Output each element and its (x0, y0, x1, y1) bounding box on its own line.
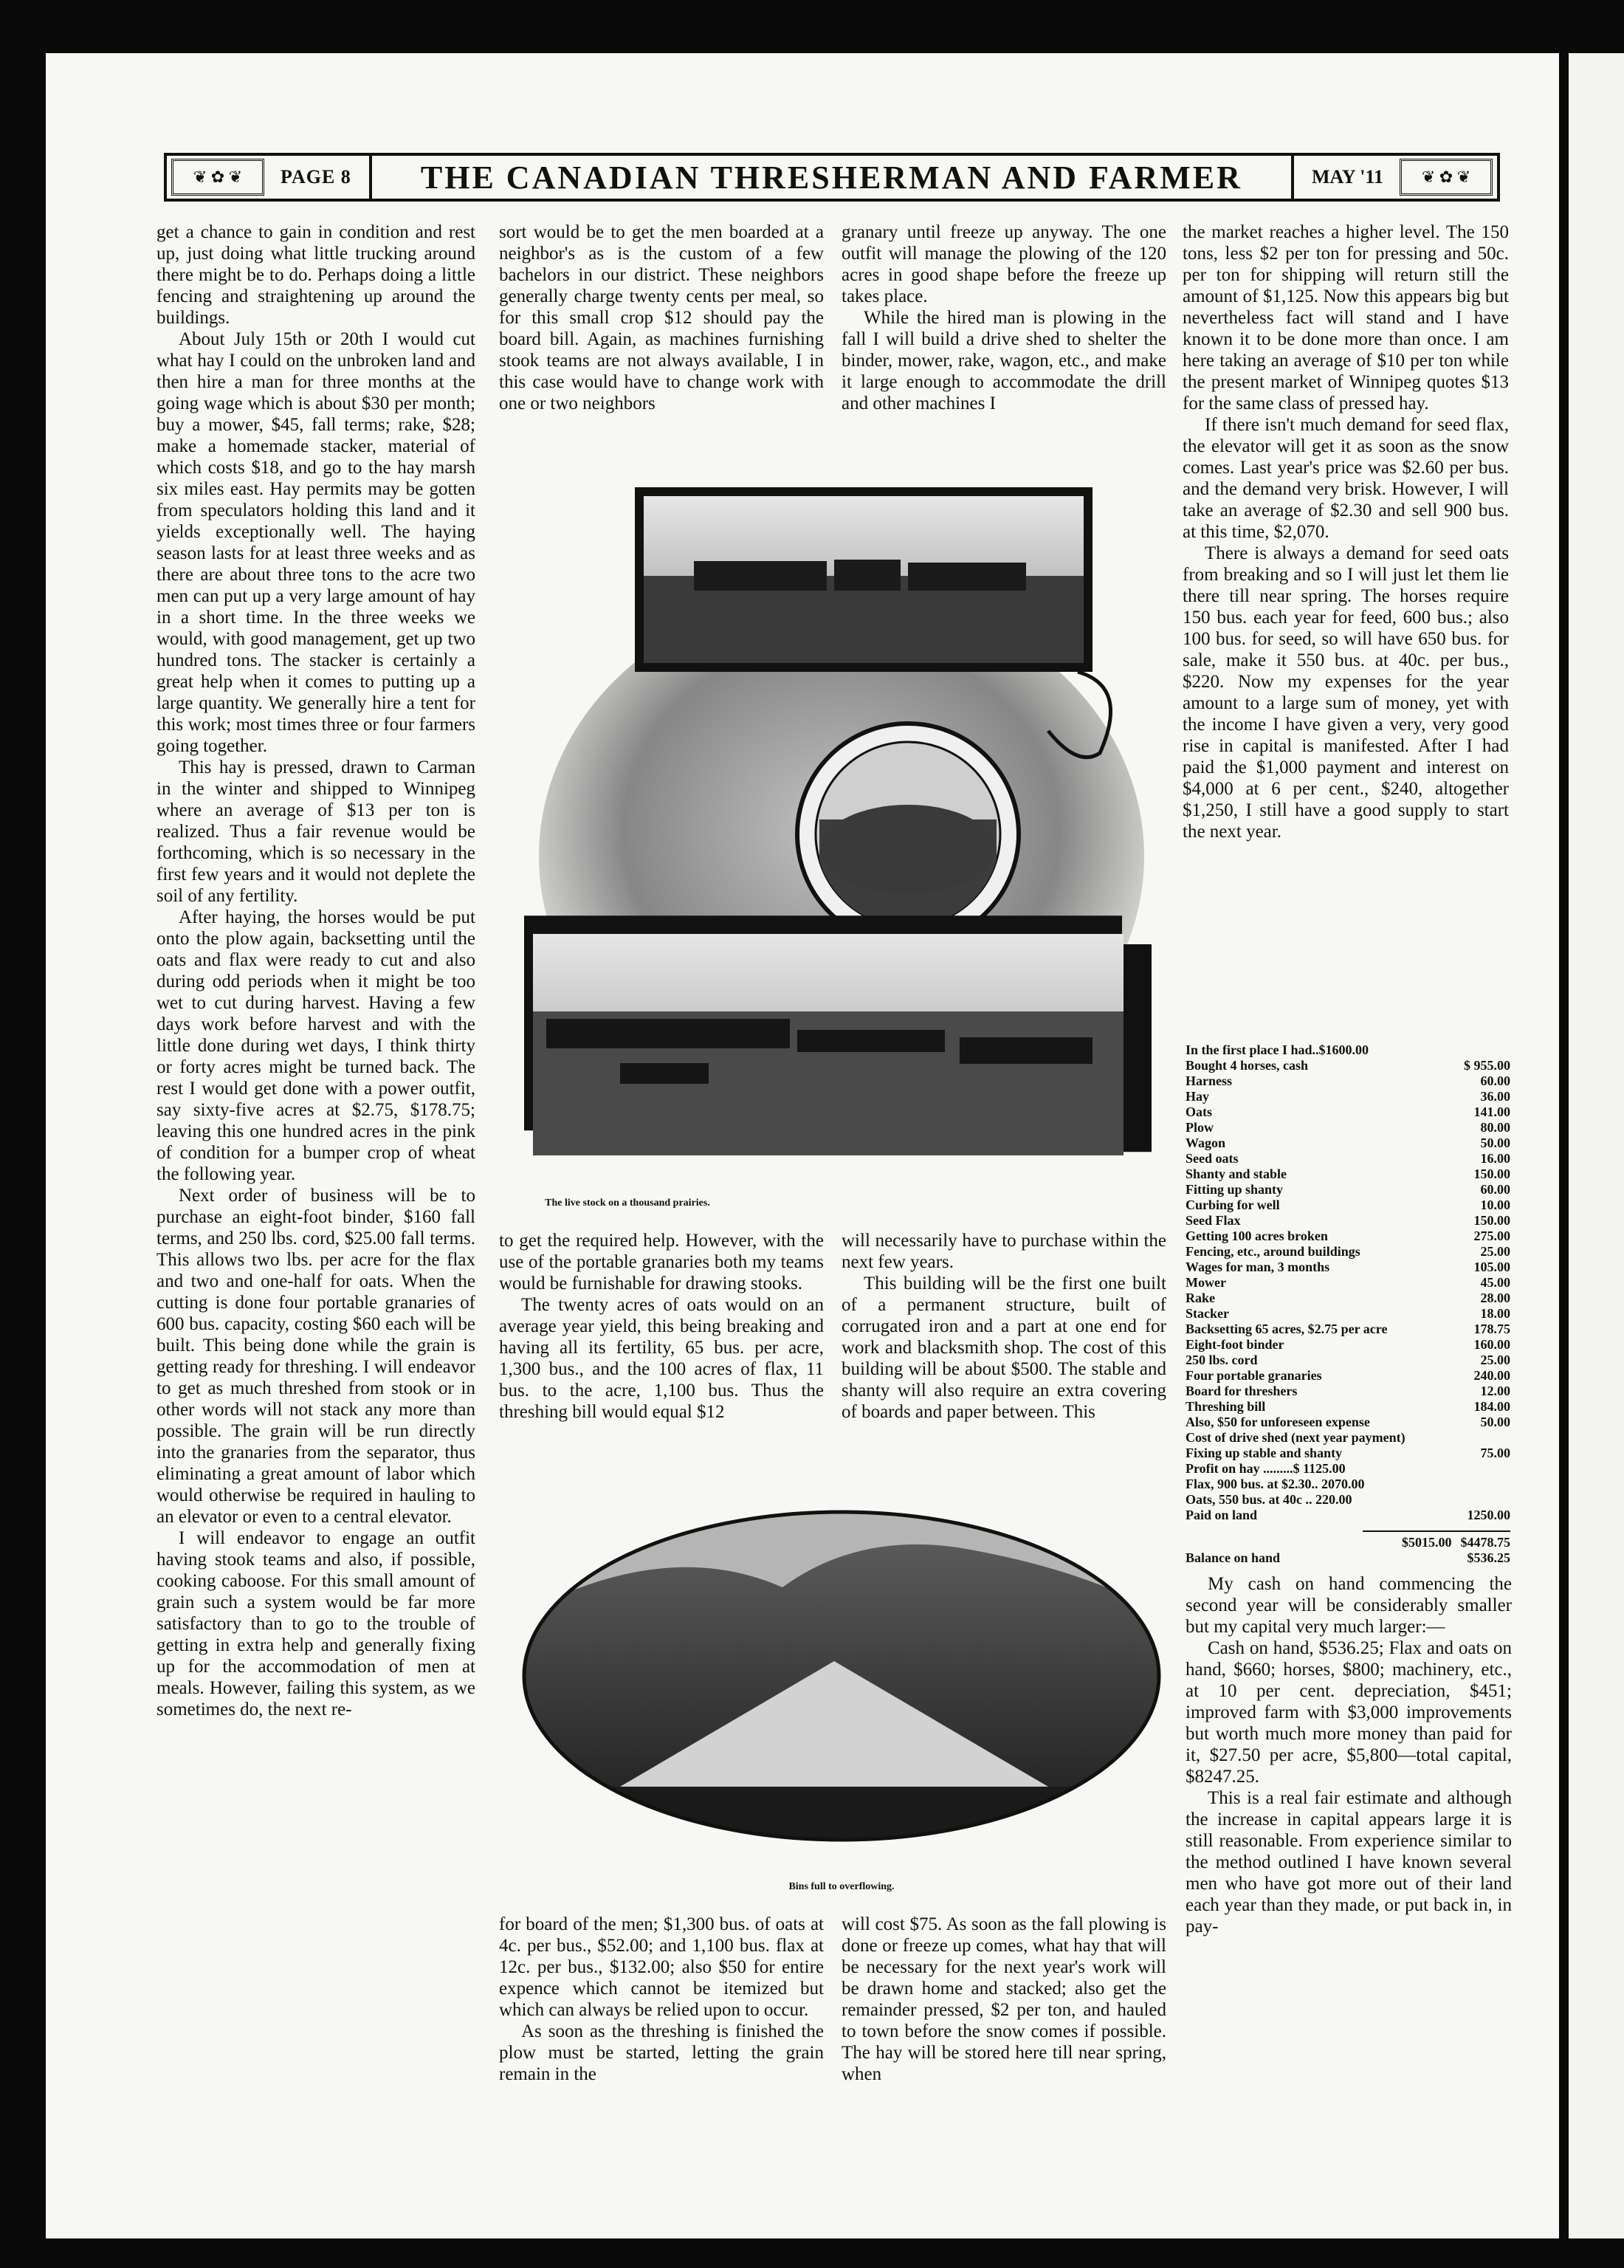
expense-ledger (1186, 1042, 1512, 1937)
ledger-item-amount: 75.00 (1480, 1446, 1510, 1460)
paragraph: I will endeavor to engage an outfit having stook teams and also, if possible, cooking caboose. For this small amount of grain such a system would be far more satisfactory than to go to the trouble of getting in extra help and generally fixing up for the accommodation of men at meals. However, failing this system, as we sometimes do, the next re- (156, 1528, 475, 1719)
ledger-item-amount: 150.00 (1473, 1213, 1510, 1228)
ledger-intro: In the first place I had..$1600.00 (1186, 1042, 1369, 1057)
ledger-item-label: 250 lbs. cord (1186, 1353, 1258, 1367)
column-3-middle (842, 1230, 1166, 1423)
paragraph: If there isn't much demand for seed flax, the elevator will get it as soon as the snow comes. Last year's price was $2.60 per bus. and the demand very brisk. However, I will take an average of $2.30 and sell 900 bus. at this time, $2,070. (1183, 415, 1509, 542)
ledger-row (1186, 1058, 1510, 1073)
ledger-item-label: Curbing for well (1186, 1197, 1280, 1212)
paragraph: Next order of business will be to purchase an eight-foot binder, $160 fall terms, and 250 lbs. cord, $25.00 fall terms. This allows two lbs. per acre for the flax and two and one-half for oats. When the cutting is done four portable granaries of 600 bus. capacity, costing $60 each will be built. This being done while the grain is getting ready for threshing. I will endeavor to get as much threshed from stook or in other words will not stack any more than possible. The grain will be run directly into the granaries from the separator, thus eliminating a great amount of labor which would otherwise be required in hauling to an elevator or even to a central elevator. (156, 1186, 475, 1527)
ledger-row (1186, 1461, 1510, 1477)
ledger-item-amount: 80.00 (1480, 1120, 1510, 1135)
ledger-item-label: Stacker (1186, 1306, 1229, 1321)
ledger-row (1186, 1353, 1510, 1368)
ledger-item-amount: $ 955.00 (1464, 1058, 1510, 1073)
paragraph: to get the required help. However, with the use of the portable granaries both my teams would be furnishable for drawing stooks. (499, 1231, 824, 1293)
ledger-item-amount (1451, 1430, 1510, 1446)
ledger-row (1186, 1197, 1510, 1213)
ledger-item-amount (1451, 1492, 1510, 1508)
bins-photo (517, 1506, 1166, 1846)
total-expense: $4478.75 (1460, 1535, 1510, 1550)
ledger-row (1186, 1104, 1510, 1120)
ledger-item-label: Profit on hay .........$ 1125.00 (1186, 1461, 1346, 1476)
livestock-caption: The live stock on a thousand prairies. (545, 1197, 710, 1209)
ledger-item-label: Seed oats (1186, 1151, 1239, 1166)
ledger-item-label: Wages for man, 3 months (1186, 1260, 1330, 1274)
ledger-row (1186, 1291, 1510, 1306)
ledger-item-amount: 45.00 (1480, 1275, 1510, 1290)
ledger-row (1186, 1151, 1510, 1166)
ledger-row (1186, 1120, 1510, 1135)
paragraph: the market reaches a higher level. The 150 tons, less $2 per ton for pressing and 50c. per ton for shipping will return still the amount of $1,125. Now this appears big but nevertheless fact will stand and I have known it to be done more than once. I am here taking an average of $10 per ton while the present market of Winnipeg quotes $13 for the same class of pressed hay. (1183, 222, 1509, 413)
paragraph: While the hired man is plowing in the fall I will build a drive shed to shelter the binder, mower, rake, wagon, etc., and make it large enough to accommodate the drill and other machines I (842, 308, 1166, 413)
ledger-item-amount: 141.00 (1473, 1104, 1510, 1119)
column-4 (1183, 221, 1509, 842)
paragraph: My cash on hand commencing the second year will be considerably smaller but my capital very much larger:— (1186, 1574, 1512, 1637)
ledger-item-amount: 25.00 (1480, 1244, 1510, 1259)
sheep-flock (821, 805, 995, 893)
ledger-row (1186, 1322, 1510, 1337)
ledger-totals (1363, 1530, 1510, 1550)
ledger-row (1186, 1166, 1510, 1182)
ledger-item-amount: 1250.00 (1467, 1508, 1510, 1522)
paragraph: Cash on hand, $536.25; Flax and oats on hand, $660; horses, $800; machinery, etc., at 10 per cent. depreciation, $451; improved farm with $3,000 improvements but worth much more money than paid for it, $27.50 per acre, $5,800—total capital, $8247.25. (1186, 1638, 1512, 1787)
ledger-row (1186, 1244, 1510, 1260)
ledger-row (1186, 1337, 1510, 1353)
ledger-item-label: Cost of drive shed (next year payment) (1186, 1430, 1405, 1445)
ledger-item-amount: 60.00 (1480, 1073, 1510, 1088)
ledger-row (1186, 1368, 1510, 1384)
ledger-item-amount: 275.00 (1473, 1228, 1510, 1243)
ledger-item-label: Fitting up shanty (1186, 1182, 1284, 1197)
ledger-item-label: Backsetting 65 acres, $2.75 per acre (1186, 1322, 1388, 1336)
balance-amount: $536.25 (1467, 1550, 1510, 1565)
paragraph: After haying, the horses would be put onto the plow again, backsetting until the oats and flax were ready to cut and also during odd periods when it might be too wet to cut during harvest. Having a few days work before harvest and with the little done during wet days, I think thirty or forty acres might be turned back. The rest I would get done with a power outfit, say sixty-five acres at $2.75, $178.75; leaving this one hundred acres in the pink of condition for a bumper crop of wheat the following year. (156, 907, 475, 1184)
paragraph: This hay is pressed, drawn to Carman in the winter and shipped to Winnipeg where an average of $13 per ton is realized. Thus a fair revenue would be forthcoming, which is so necessary in the first few years and it would not deplete the soil of any fertility. (156, 757, 475, 906)
ledger-row (1186, 1508, 1510, 1523)
masthead-title: THE CANADIAN THRESHERMAN AND FARMER (369, 156, 1294, 199)
ledger-item-amount: 18.00 (1480, 1306, 1510, 1321)
paragraph: sort would be to get the men boarded at a neighbor's as is the custom of a few bachelors in our district. These neighbors generally charge twenty cents per meal, so for this small crop $12 should pay the board bill. Again, as machines furnishing stook teams are not always available, I in this case would have to change work with one or two neighbors (499, 222, 824, 413)
ledger-row (1186, 1306, 1510, 1322)
ledger-item-label: Rake (1186, 1291, 1215, 1305)
ledger-item-label: Mower (1186, 1275, 1226, 1290)
column-2-middle (499, 1230, 824, 1423)
ledger-row (1186, 1477, 1510, 1492)
ledger-row (1186, 1135, 1510, 1151)
paragraph: for board of the men; $1,300 bus. of oats at 4c. per bus., $52.00; and 1,100 bus. flax at 12c. per bus., $132.00; also $50 for entire expence which cannot be itemized but which can always be relied upon to occur. (499, 1914, 824, 2020)
ledger-row (1186, 1399, 1510, 1415)
paragraph: This is a real fair estimate and although the increase in capital appears large it is still reasonable. From experience similar to the method outlined I have known several men who have got more out of their land each year than they made, or put back in, in pay- (1186, 1788, 1512, 1937)
ledger-item-amount: 16.00 (1480, 1151, 1510, 1166)
paragraph: will cost $75. As soon as the fall plowing is done or freeze up comes, what hay that will be necessary for the next year's work will be drawn home and stacked; also get the remainder pressed, $2 per ton, and hauled to town before the snow comes if possible. The hay will be stored here till near spring, when (842, 1914, 1166, 2084)
ledger-item-amount: 178.75 (1473, 1322, 1510, 1336)
ledger-item-label: Also, $50 for unforeseen expense (1186, 1415, 1370, 1429)
ledger-item-amount: 160.00 (1473, 1337, 1510, 1352)
paragraph: get a chance to gain in condition and rest up, just doing what little trucking around there might be to do. Perhaps doing a little fencing and straightening up around the buildings. (156, 222, 475, 328)
ledger-item-amount: 50.00 (1480, 1415, 1510, 1429)
ledger-item-label: Flax, 900 bus. at $2.30.. 2070.00 (1186, 1477, 1365, 1491)
ledger-row (1186, 1073, 1510, 1089)
ledger-row (1186, 1384, 1510, 1399)
ledger-item-amount: 184.00 (1473, 1399, 1510, 1414)
ledger-item-label: Fixing up stable and shanty (1186, 1446, 1343, 1460)
ledger-item-amount: 28.00 (1480, 1291, 1510, 1305)
ledger-item-amount: 105.00 (1473, 1260, 1510, 1274)
balance-label: Balance on hand (1186, 1550, 1281, 1565)
ledger-item-amount: 150.00 (1473, 1166, 1510, 1181)
ledger-row (1186, 1446, 1510, 1461)
horses-herd (694, 560, 1026, 591)
paragraph: The twenty acres of oats would on an average year yield, this being breaking and having all its fertility, 65 bus. per acre, 1,300 bus., and the 100 acres of flax, 11 bus. to the acre, 1,100 bus. Thus the threshing bill would equal $12 (499, 1295, 824, 1422)
ledger-item-label: Plow (1186, 1120, 1214, 1135)
ledger-item-amount: 60.00 (1480, 1182, 1510, 1197)
column-2-bottom (499, 1914, 824, 2085)
adjacent-page-edge (1569, 53, 1624, 2238)
paragraph: About July 15th or 20th I would cut what hay I could on the unbroken land and then hire a man for three months at the going wage which is about $30 per month; buy a mower, $45, fall terms; rake, $28; make a homemade stacker, material of which costs $18, and go to the hay marsh six miles east. Hay permits may be gotten from speculators holding this land and it yields exceptionally well. The haying season lasts for at least three weeks and as there are about three tons to the acre two men can put up a very large amount of hay in a short time. In the three weeks we would, with good management, get up two hundred tons. The stacker is certainly a great help when it comes to putting up a large quantity. We generally hire a tent for this work; most times three or four farmers going together. (156, 329, 475, 756)
ledger-item-label: Fencing, etc., around buildings (1186, 1244, 1360, 1259)
ledger-item-label: Shanty and stable (1186, 1166, 1287, 1181)
ledger-item-label: Board for threshers (1186, 1384, 1298, 1398)
bins-caption: Bins full to overflowing. (788, 1881, 895, 1892)
ledger-item-label: Eight-foot binder (1186, 1337, 1284, 1352)
column-2-top (499, 221, 824, 414)
column-4-bottom (1186, 1573, 1512, 1937)
ledger-row (1186, 1430, 1510, 1446)
ledger-balance (1186, 1550, 1510, 1566)
ledger-item-amount: 12.00 (1480, 1384, 1510, 1398)
ledger-item-amount: 50.00 (1480, 1135, 1510, 1150)
paragraph: will necessarily have to purchase within the next few years. (842, 1231, 1166, 1272)
ledger-item-label: Oats (1186, 1104, 1212, 1119)
paragraph: This building will be the first one built of a permanent structure, built of corrugated iron and a part at one end for work and blacksmith shop. The cost of this building will be about $500. The stable and shanty will also require an extra covering of boards and paper between. This (842, 1274, 1166, 1422)
ledger-item-amount (1451, 1477, 1510, 1492)
ledger-row (1186, 1228, 1510, 1244)
ledger-item-label: Wagon (1186, 1135, 1226, 1150)
ledger-item-amount: 36.00 (1480, 1089, 1510, 1104)
ledger-row (1186, 1089, 1510, 1104)
ledger-item-amount: 10.00 (1480, 1197, 1510, 1212)
ledger-row (1186, 1415, 1510, 1430)
ledger-item-amount: 25.00 (1480, 1353, 1510, 1367)
column-3-bottom (842, 1914, 1166, 2085)
ledger-item-amount (1451, 1461, 1510, 1477)
paragraph: granary until freeze up anyway. The one outfit will manage the plowing of the 120 acres in good shape before the freeze up takes place. (842, 222, 1166, 306)
livestock-photo-montage (517, 472, 1166, 1203)
ledger-item-label: Bought 4 horses, cash (1186, 1058, 1309, 1073)
ledger-row (1186, 1275, 1510, 1291)
ledger-item-amount: 240.00 (1473, 1368, 1510, 1383)
paragraph: As soon as the threshing is finished the plow must be started, letting the grain remain in the (499, 2021, 824, 2084)
page-number: PAGE 8 (281, 166, 351, 188)
ledger-row (1186, 1213, 1510, 1228)
ledger-item-label: Paid on land (1186, 1508, 1258, 1522)
ledger-item-label: Threshing bill (1186, 1399, 1266, 1414)
header-ornament-right: ❦ ✿ ❦ (1400, 159, 1493, 196)
paragraph: There is always a demand for seed oats from breaking and so I will just let them lie there till near spring. The horses require 150 bus. each year for feed, 600 bus.; also 100 bus. for seed, so will have 650 bus. for sale, make it 550 bus. at 40c. per bus., $220. Now my expenses for the year amount to a large sum of money, yet with the income I have given a very, very good rise in capital is manifested. After I had paid the $1,000 payment and interest on $4,000 at 6 per cent., $240, altogether $1,250, I still have a good supply to start the next year. (1183, 543, 1509, 842)
column-1-top (156, 221, 475, 1720)
total-income: $5015.00 (1402, 1535, 1452, 1550)
header-ornament-left: ❦ ✿ ❦ (171, 159, 264, 196)
column-3-top (842, 221, 1166, 414)
issue-date: MAY '11 (1311, 166, 1383, 188)
ledger-row (1186, 1492, 1510, 1508)
ledger-row (1186, 1182, 1510, 1197)
ledger-item-label: Getting 100 acres broken (1186, 1228, 1328, 1243)
ledger-item-label: Four portable granaries (1186, 1368, 1322, 1383)
ledger-item-label: Harness (1186, 1073, 1232, 1088)
ledger-item-label: Seed Flax (1186, 1213, 1241, 1228)
ledger-item-label: Hay (1186, 1089, 1210, 1104)
page-header (164, 153, 1500, 202)
ledger-item-label: Oats, 550 bus. at 40c .. 220.00 (1186, 1492, 1352, 1507)
ledger-row (1186, 1260, 1510, 1275)
